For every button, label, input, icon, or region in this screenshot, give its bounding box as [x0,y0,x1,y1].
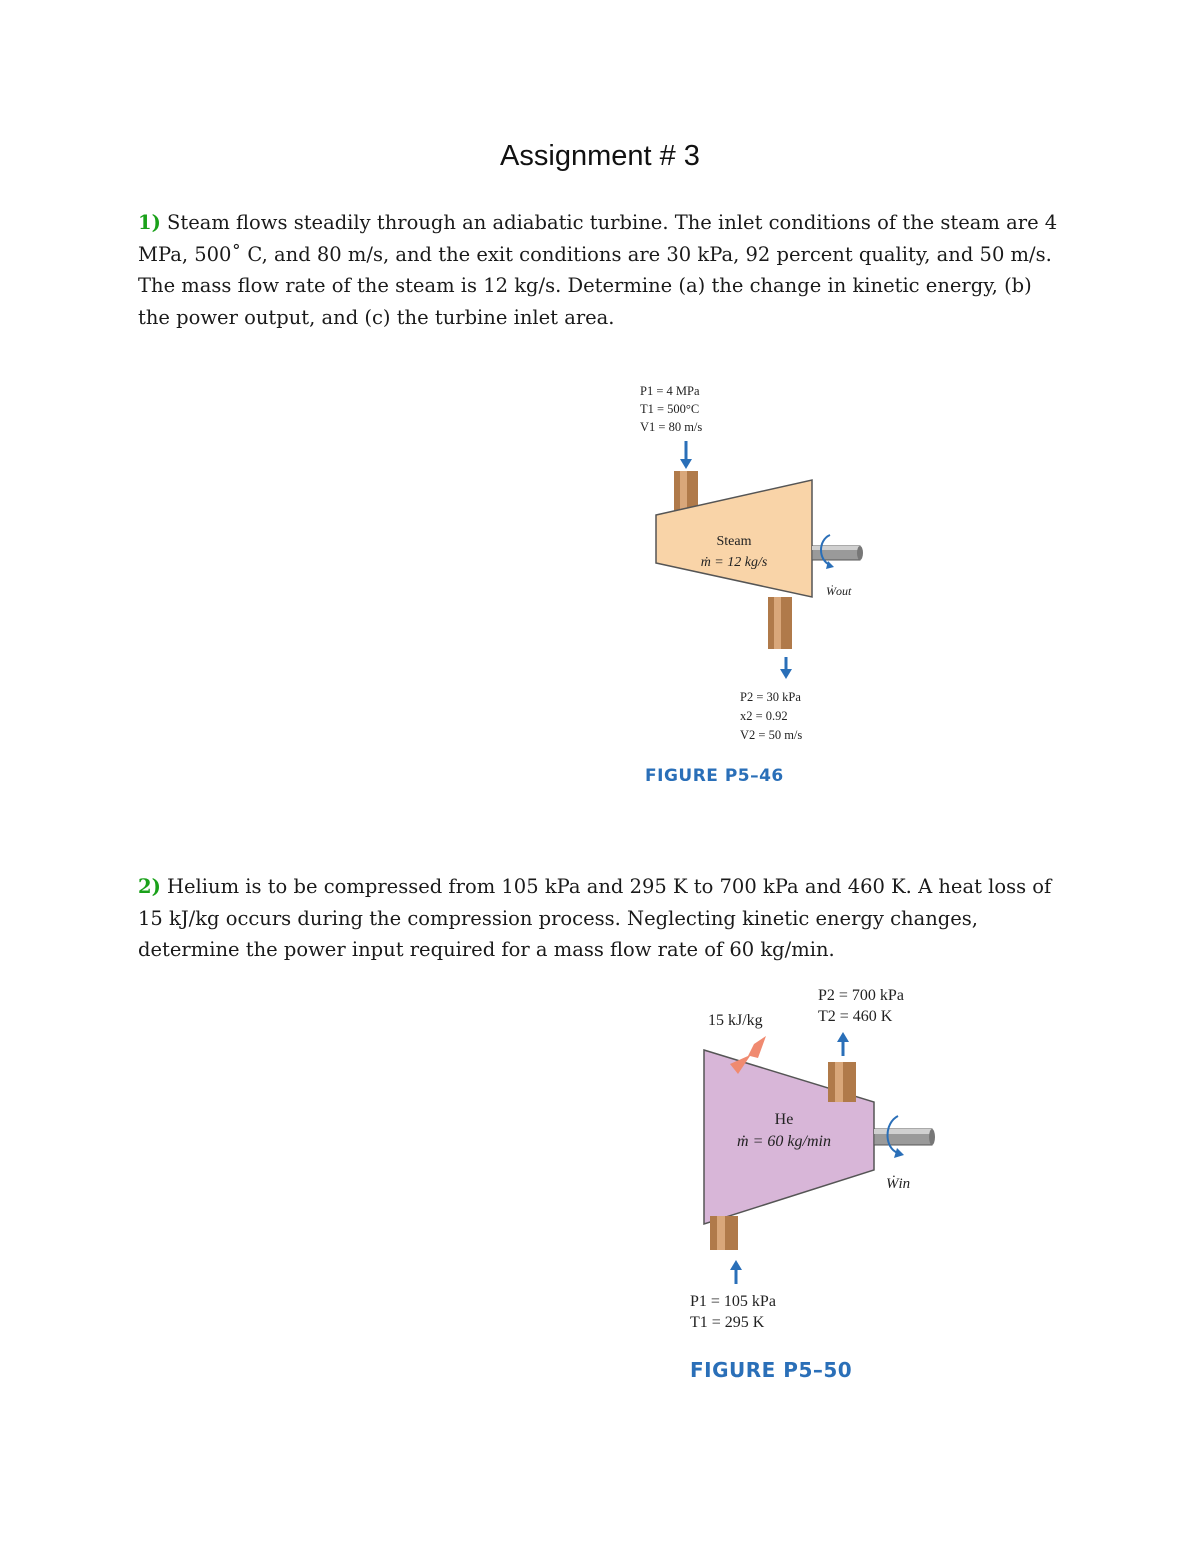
question-2-number: 2) [138,875,161,898]
fig1-inlet-pressure: P1 = 4 MPa [640,384,700,398]
fig1-body-title: Steam [716,534,752,549]
fig2-inlet-temperature: T1 = 295 K [690,1314,765,1331]
fig1-shaft [812,546,863,560]
fig1-exit-quality: x2 = 0.92 [740,709,788,723]
fig1-inlet-temperature: T1 = 500°C [640,402,700,416]
question-2 [138,871,1063,966]
fig1-work-label: Ẇout [826,584,852,598]
compressor-figure [680,978,960,1348]
fig2-shaft [874,1129,935,1145]
fig2-exit-pressure: P2 = 700 kPa [818,987,904,1004]
turbine-figure [600,375,900,765]
figure-p5-46-caption: FIGURE P5–46 [645,766,784,786]
fig2-exit-arrow [837,1032,849,1056]
figure-p5-50-caption: FIGURE P5–50 [690,1358,853,1382]
fig1-exit-arrow [780,657,792,679]
fig1-exit-pressure: P2 = 30 kPa [740,690,801,704]
fig2-work-label: Ẇin [886,1176,911,1192]
question-1-text: Steam flows steadily through an adiabatic turbine. The inlet conditions of the steam are 4 MPa, 500˚ C, and 80 m/s, and the exit conditions are 30 kPa, 92 percent quality, and 50 m/s. The mass flow rate of the steam is 12 kg/s. Determine (a) the change in kinetic energy, (b) the power output, and (c) the turbine inlet area. [138,211,1058,329]
fig2-body-flow: ṁ = 60 kg/min [737,1133,831,1150]
fig1-inlet-velocity: V1 = 80 m/s [640,420,703,434]
fig2-exit-temperature: T2 = 460 K [818,1008,893,1025]
fig1-inlet-arrow [680,441,692,469]
question-2-text: Helium is to be compressed from 105 kPa and 295 K to 700 kPa and 460 K. A heat loss of 15 kJ/kg occurs during the compression process. Neglecting kinetic energy changes, determine the power input required for a mass flow rate of 60 kg/min. [138,875,1052,961]
fig2-inlet-arrow [730,1260,742,1284]
fig2-heat-loss-label: 15 kJ/kg [708,1012,763,1029]
fig1-body-flow: ṁ = 12 kg/s [700,555,768,570]
page-title: Assignment # 3 [500,140,700,172]
fig2-inlet-pressure: P1 = 105 kPa [690,1293,776,1310]
fig2-body-title: He [774,1111,794,1128]
question-1-number: 1) [138,211,161,234]
fig1-exit-velocity: V2 = 50 m/s [740,728,803,742]
question-1 [138,207,1063,333]
